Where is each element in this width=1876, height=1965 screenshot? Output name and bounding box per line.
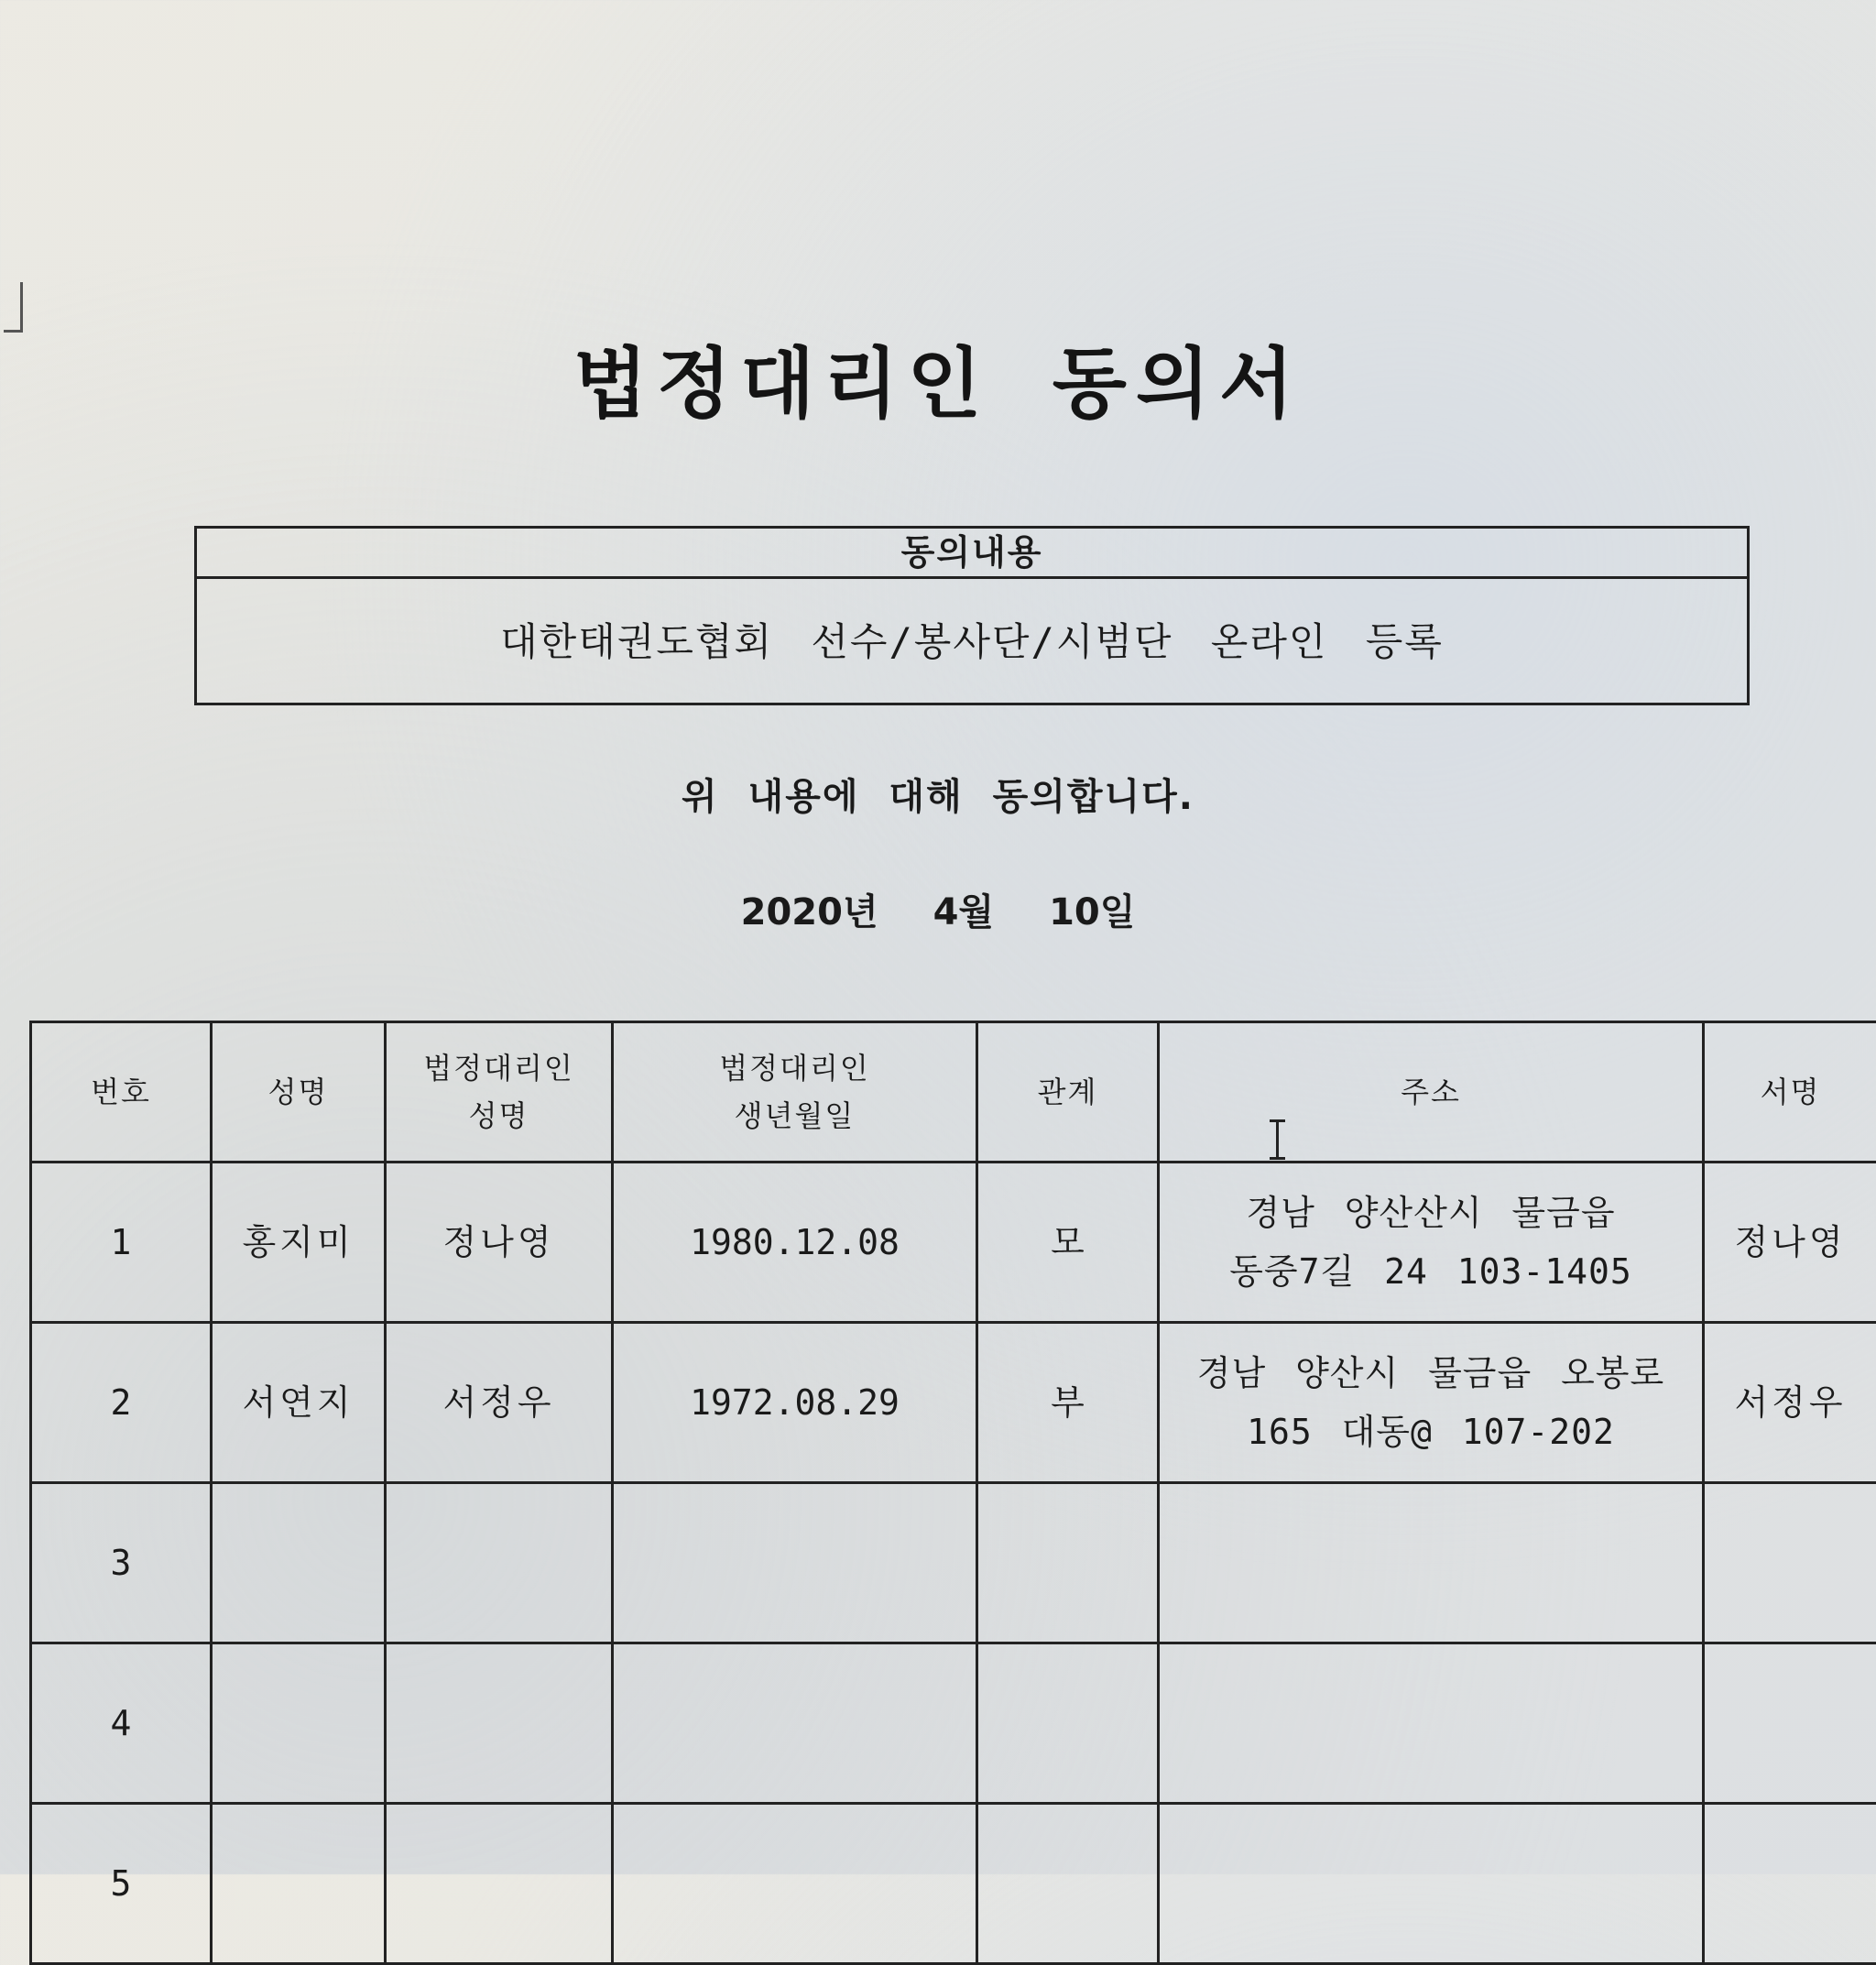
cell-relation[interactable]	[977, 1483, 1159, 1643]
date-month: 4월	[933, 883, 994, 935]
cell-guardian-birth[interactable]	[613, 1643, 977, 1804]
cell-name: 홍지미	[212, 1163, 386, 1323]
cell-guardian-name[interactable]	[386, 1483, 613, 1643]
consent-date	[0, 883, 1876, 935]
col-header-number: 번호	[31, 1022, 212, 1163]
cell-number: 2	[31, 1323, 212, 1483]
cell-relation: 모	[977, 1163, 1159, 1323]
cell-number: 1	[31, 1163, 212, 1323]
cell-number: 5	[31, 1804, 212, 1964]
cell-guardian-name[interactable]	[386, 1804, 613, 1964]
cell-number: 3	[31, 1483, 212, 1643]
cell-address: 경남 양산시 물금읍 오봉로 165 대동@ 107-202	[1159, 1323, 1704, 1483]
cell-signature: 정나영	[1704, 1163, 1876, 1323]
cell-guardian-name: 정나영	[386, 1163, 613, 1323]
consent-header: 동의내용	[197, 529, 1747, 579]
col-header-guardian-birth: 법정대리인 생년월일	[613, 1022, 977, 1163]
cell-name[interactable]	[212, 1643, 386, 1804]
cell-guardian-name: 서정우	[386, 1323, 613, 1483]
cell-name: 서연지	[212, 1323, 386, 1483]
document-title: 법정대리인 동의서	[0, 322, 1876, 433]
cell-number: 4	[31, 1643, 212, 1804]
col-header-address: 주소	[1159, 1022, 1704, 1163]
cell-guardian-birth[interactable]	[613, 1483, 977, 1643]
cell-address[interactable]	[1159, 1804, 1704, 1964]
col-header-name: 성명	[212, 1022, 386, 1163]
table-row	[31, 1643, 1876, 1804]
table-row	[31, 1323, 1876, 1483]
cell-relation[interactable]	[977, 1804, 1159, 1964]
cell-guardian-birth[interactable]	[613, 1804, 977, 1964]
guardian-table	[29, 1021, 1876, 1965]
cell-signature[interactable]	[1704, 1804, 1876, 1964]
cell-address: 경남 양산산시 물금읍 동중7길 24 103-1405	[1159, 1163, 1704, 1323]
cell-name[interactable]	[212, 1804, 386, 1964]
cell-guardian-birth: 1972.08.29	[613, 1323, 977, 1483]
cell-address[interactable]	[1159, 1483, 1704, 1643]
consent-box	[194, 526, 1750, 705]
cell-name[interactable]	[212, 1483, 386, 1643]
table-header-row	[31, 1022, 1876, 1163]
cell-relation: 부	[977, 1323, 1159, 1483]
date-day: 10일	[1049, 883, 1135, 935]
col-header-guardian-name: 법정대리인 성명	[386, 1022, 613, 1163]
table-row	[31, 1483, 1876, 1643]
consent-body: 대한태권도협회 선수/봉사단/시범단 온라인 등록	[197, 579, 1747, 705]
cell-signature: 서정우	[1704, 1323, 1876, 1483]
cell-signature[interactable]	[1704, 1483, 1876, 1643]
col-header-relation: 관계	[977, 1022, 1159, 1163]
cell-guardian-name[interactable]	[386, 1643, 613, 1804]
date-year: 2020년	[741, 883, 878, 935]
cell-relation[interactable]	[977, 1643, 1159, 1804]
cell-address[interactable]	[1159, 1643, 1704, 1804]
i-beam-cursor-icon	[1270, 1119, 1284, 1160]
col-header-signature: 서명	[1704, 1022, 1876, 1163]
table-row	[31, 1163, 1876, 1323]
agree-statement: 위 내용에 대해 동의합니다.	[0, 768, 1876, 820]
table-row	[31, 1804, 1876, 1964]
cell-guardian-birth: 1980.12.08	[613, 1163, 977, 1323]
cell-signature[interactable]	[1704, 1643, 1876, 1804]
